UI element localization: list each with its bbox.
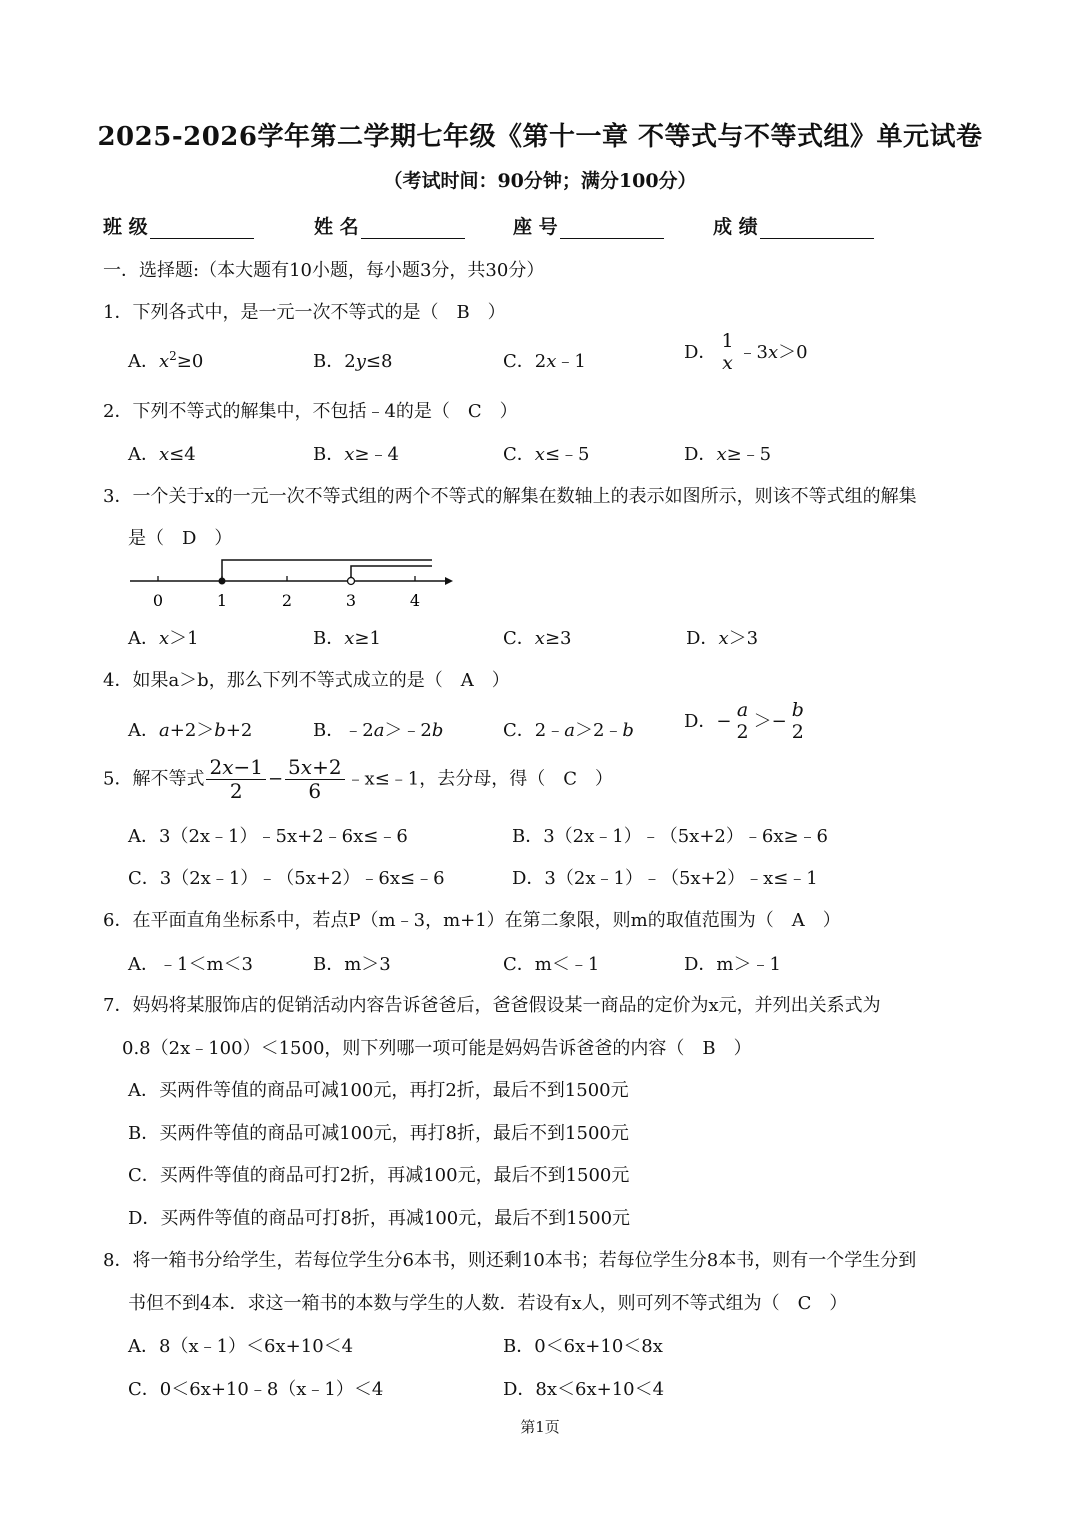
q3-option-b: B．x≥1 (313, 628, 381, 649)
name-blank[interactable] (361, 218, 465, 239)
class-field (103, 212, 254, 239)
q3-stem-line2: 是（ D ） (128, 528, 233, 549)
q8-stem-line2: 书但不到4本．求这一箱书的本数与学生的人数．若设有x人，则可列不等式组为（ C ） (128, 1293, 848, 1314)
q4-option-c: C．2﹣a＞2﹣b (503, 720, 634, 741)
q5-stem: 5．解不等式 $\frac{2x-1}{2}$ − $\frac{5x+2}{6}$ ﹣x≤﹣1，去分母，得（ C ） (103, 755, 614, 803)
section-heading: 一．选择题:（本大题有10小题，每小题3分，共30分） (103, 260, 545, 281)
open-dot (348, 578, 355, 585)
q1-option-b: B．2y≤8 (313, 351, 393, 372)
q6-option-d: D．m＞﹣1 (684, 954, 781, 975)
score-blank[interactable] (760, 218, 874, 239)
q5-option-c: C．3（2x﹣1）﹣（5x+2）﹣6x≤﹣6 (128, 868, 445, 889)
exam-title: 2025-2026学年第二学期七年级《第十一章 不等式与不等式组》单元试卷 (97, 122, 983, 152)
q4-option-d: D．− a 2 ＞− b 2 (684, 699, 804, 743)
q8-option-a: A．8（x﹣1）＜6x+10＜4 (128, 1336, 354, 1357)
exam-subtitle: （考试时间：90分钟；满分100分） (383, 170, 697, 192)
q8-option-c: C．0＜6x+10﹣8（x﹣1）＜4 (128, 1379, 384, 1400)
q2-option-a: A．x≤4 (128, 444, 196, 465)
tick-label-1: 1 (216, 591, 228, 610)
q2-option-d: D．x≥﹣5 (684, 444, 772, 465)
seat-blank[interactable] (560, 218, 664, 239)
name-field (314, 212, 465, 239)
score-field (713, 212, 874, 239)
q7-stem-line1: 7．妈妈将某服饰店的促销活动内容告诉爸爸后，爸爸假设某一商品的定价为x元，并列出关系式为 (103, 995, 881, 1016)
q7-stem-line2: 0.8（2x﹣100）＜1500，则下列哪一项可能是妈妈告诉爸爸的内容（ B ） (122, 1038, 752, 1059)
q3-option-d: D．x＞3 (686, 628, 759, 649)
q4-option-b: B．﹣2a＞﹣2b (313, 720, 444, 741)
name-label: 姓 名 (314, 216, 359, 238)
closed-dot (219, 578, 226, 585)
q7-option-d: D．买两件等值的商品可打8折，再减100元，最后不到1500元 (128, 1208, 631, 1229)
class-label: 班 级 (103, 216, 148, 238)
q2-option-c: C．x≤﹣5 (503, 444, 590, 465)
q4-stem: 4．如果a＞b，那么下列不等式成立的是（ A ） (103, 670, 510, 691)
q8-option-d: D．8x＜6x+10＜4 (503, 1379, 665, 1400)
q5-option-a: A．3（2x﹣1）﹣5x+2﹣6x≤﹣6 (128, 826, 408, 847)
q5-option-d: D．3（2x﹣1）﹣（5x+2）﹣x≤﹣1 (512, 868, 818, 889)
q1-option-a: A．$x^2\ge 0$ (128, 349, 204, 372)
q3-option-c: C．x≥3 (503, 628, 572, 649)
solution-bracket-2 (351, 566, 432, 581)
tick-label-4: 4 (409, 591, 421, 610)
number-line-arrow (445, 577, 453, 585)
q3-stem-line1: 3．一个关于x的一元一次不等式组的两个不等式的解集在数轴上的表示如图所示，则该不等式组的解集 (103, 486, 917, 507)
q8-option-b: B．0＜6x+10＜8x (503, 1336, 663, 1357)
q1-stem: 1．下列各式中，是一元一次不等式的是（ B ） (103, 302, 506, 323)
q6-option-a: A．﹣1＜m＜3 (128, 954, 253, 975)
q7-option-c: C．买两件等值的商品可打2折，再减100元，最后不到1500元 (128, 1165, 630, 1186)
q7-option-b: B．买两件等值的商品可减100元，再打8折，最后不到1500元 (128, 1123, 629, 1144)
tick-label-2: 2 (281, 591, 293, 610)
seat-field (513, 212, 664, 239)
q6-stem: 6．在平面直角坐标系中，若点P（m﹣3，m+1）在第二象限，则m的取值范围为（ A ） (103, 910, 841, 931)
seat-label: 座 号 (513, 216, 558, 238)
q1-option-d: D． 1 x ﹣3x＞0 (684, 330, 808, 374)
q6-option-b: B．m＞3 (313, 954, 391, 975)
q2-option-b: B．x≥﹣4 (313, 444, 399, 465)
tick-label-0: 0 (152, 591, 164, 610)
q1-option-c: C．2x﹣1 (503, 351, 586, 372)
q6-option-c: C．m＜﹣1 (503, 954, 600, 975)
q3-option-a: A．x＞1 (128, 628, 199, 649)
q4-option-a: A．a+2＞b+2 (128, 720, 253, 741)
number-line-figure (125, 552, 455, 614)
tick-label-3: 3 (345, 591, 357, 610)
q7-option-a: A．买两件等值的商品可减100元，再打2折，最后不到1500元 (128, 1080, 629, 1101)
score-label: 成 绩 (713, 216, 758, 238)
q5-option-b: B．3（2x﹣1）﹣（5x+2）﹣6x≥﹣6 (512, 826, 829, 847)
page-number: 第1页 (520, 1418, 560, 1436)
class-blank[interactable] (150, 218, 254, 239)
q2-stem: 2．下列不等式的解集中，不包括﹣4的是（ C ） (103, 401, 518, 422)
q8-stem-line1: 8．将一箱书分给学生，若每位学生分6本书，则还剩10本书；若每位学生分8本书，则有一个学生分到 (103, 1250, 917, 1271)
solution-bracket-1 (222, 560, 432, 581)
